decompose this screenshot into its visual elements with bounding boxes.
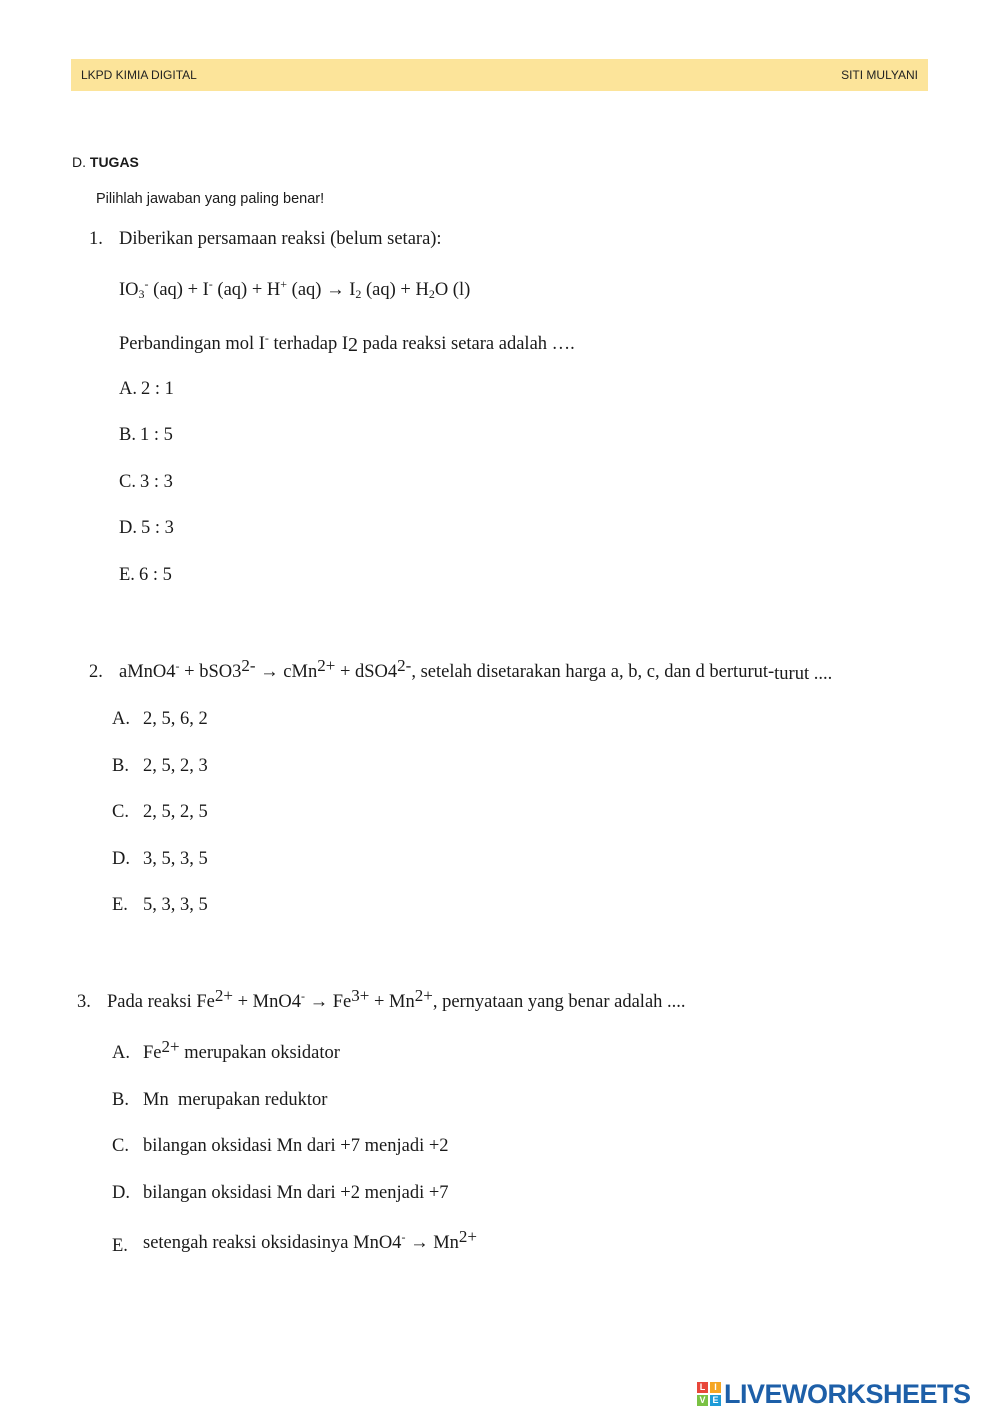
q-part: aMnO4: [119, 662, 176, 682]
q-sup: -: [175, 659, 180, 673]
eq-part: (aq) + H: [212, 280, 281, 300]
q3-option-e[interactable]: [112, 1227, 477, 1256]
q-sup: -: [300, 989, 305, 1003]
q-sup: 2+: [214, 986, 233, 1005]
ratio-part: terhadap I: [268, 334, 349, 354]
q-sup: 2+: [414, 986, 433, 1005]
q-sup: 2+: [317, 656, 336, 675]
eq-part: IO: [119, 280, 139, 300]
option-label: B.: [112, 1090, 129, 1110]
section-title: [72, 154, 139, 170]
header-left-label: LKPD KIMIA DIGITAL: [81, 68, 197, 82]
ratio-part: Perbandingan mol I: [119, 334, 265, 354]
instruction-text: Pilihlah jawaban yang paling benar!: [96, 191, 325, 207]
option-text: 2, 5, 6, 2: [143, 709, 208, 729]
eq-part: O (l): [434, 280, 471, 300]
q-part: turut ....: [774, 664, 833, 684]
q1-option-b[interactable]: [119, 425, 173, 446]
logo-icon: [697, 1382, 721, 1406]
option-label: E.: [112, 895, 128, 915]
option-sup: 2+: [458, 1227, 477, 1246]
eq-sub: 2: [355, 287, 362, 301]
q-part: , setelah disetarakan harga a, b, c, dan d berturut-: [411, 662, 775, 682]
ratio-part: pada reaksi setara adalah ….: [358, 334, 575, 354]
header-right-label: SITI MULYANI: [841, 68, 918, 82]
q2-option-c[interactable]: [112, 802, 208, 823]
option-label: E.: [119, 565, 135, 585]
question-number: 2.: [89, 662, 103, 682]
q-part: → Fe: [304, 992, 352, 1012]
logo-text: LIVEWORKSHEETS: [724, 1378, 971, 1409]
q-part: → cMn: [255, 662, 318, 682]
option-label: D.: [119, 518, 137, 538]
section-heading: TUGAS: [89, 154, 139, 170]
ratio-subscript: 2: [348, 334, 359, 356]
option-text: Fe: [143, 1043, 162, 1063]
eq-part: (aq) + H: [361, 280, 429, 300]
option-text: 2 : 1: [141, 379, 174, 399]
question-3-prompt: [77, 986, 686, 1013]
liveworksheets-logo: [697, 1379, 971, 1409]
q-sup: 2-: [241, 656, 256, 675]
eq-sub: 3: [138, 287, 145, 301]
eq-sup: -: [208, 277, 213, 291]
q-sup: 3+: [351, 986, 370, 1005]
q1-option-a[interactable]: [119, 379, 174, 400]
page-header: [71, 59, 928, 91]
eq-sub: 2: [428, 287, 435, 301]
option-text: 2, 5, 2, 3: [143, 756, 208, 776]
option-label: C.: [112, 802, 129, 822]
q2-option-b[interactable]: [112, 756, 208, 777]
q-part: + Mn: [369, 992, 415, 1012]
option-text: bilangan oksidasi Mn dari +7 menjadi +2: [143, 1136, 449, 1156]
option-text: 5 : 3: [141, 518, 174, 538]
q-part: + MnO4: [232, 992, 301, 1012]
question-number: 1.: [89, 229, 103, 249]
question-1-ratio-text: [119, 332, 575, 355]
question-1-prompt: [89, 229, 442, 250]
question-2-prompt: [89, 656, 833, 684]
q2-option-a[interactable]: [112, 709, 208, 730]
option-sup: 2+: [161, 1037, 180, 1056]
q-part: Pada reaksi Fe: [107, 992, 215, 1012]
q3-option-a[interactable]: [112, 1037, 340, 1064]
q2-option-e[interactable]: [112, 895, 208, 916]
option-text: setengah reaksi oksidasinya MnO4: [143, 1233, 402, 1253]
option-label: C.: [112, 1136, 129, 1156]
q-sup: 2-: [397, 656, 412, 675]
option-text: 3, 5, 3, 5: [143, 849, 208, 869]
option-label: D.: [112, 849, 130, 869]
option-label: A.: [112, 709, 130, 729]
eq-sup: -: [144, 277, 149, 291]
q3-option-c[interactable]: [112, 1136, 449, 1157]
option-text: 2, 5, 2, 5: [143, 802, 208, 822]
question-text: Diberikan persamaan reaksi (belum setara):: [119, 229, 442, 249]
option-text: merupakan oksidator: [179, 1043, 340, 1063]
logo-tile: V: [697, 1395, 708, 1406]
q1-option-d[interactable]: [119, 518, 174, 539]
option-text: → Mn: [405, 1233, 459, 1253]
option-text: bilangan oksidasi Mn dari +2 menjadi +7: [143, 1183, 449, 1203]
q-part: , pernyataan yang benar adalah ....: [432, 992, 686, 1012]
option-text: 3 : 3: [139, 472, 173, 492]
logo-tile: L: [697, 1382, 708, 1393]
q3-option-b[interactable]: [112, 1090, 327, 1111]
option-text: 5, 3, 3, 5: [143, 895, 208, 915]
section-letter: D.: [72, 154, 86, 170]
eq-sup: +: [280, 277, 288, 291]
ratio-sup: -: [264, 331, 269, 345]
option-sup: -: [401, 1230, 406, 1244]
option-label: A.: [119, 379, 137, 399]
option-label: B.: [112, 756, 129, 776]
option-label: A.: [112, 1043, 130, 1063]
option-label: E.: [112, 1236, 128, 1256]
option-label: B.: [119, 425, 136, 445]
q-part: + bSO3: [179, 662, 242, 682]
logo-tile: I: [710, 1382, 721, 1393]
option-text: 1 : 5: [139, 425, 173, 445]
option-label: D.: [112, 1183, 130, 1203]
question-1-equation: [119, 277, 471, 301]
q-part: + dSO4: [335, 662, 398, 682]
option-text: Mn merupakan reduktor: [143, 1090, 328, 1110]
option-label: C.: [119, 472, 136, 492]
q3-option-d[interactable]: [112, 1183, 449, 1204]
eq-part: (aq) → I: [287, 280, 356, 300]
eq-part: (aq) + I: [148, 280, 209, 300]
q1-option-c[interactable]: [119, 472, 173, 493]
logo-tile: E: [710, 1395, 721, 1406]
q2-option-d[interactable]: [112, 849, 208, 870]
question-number: 3.: [77, 992, 91, 1012]
option-text: 6 : 5: [138, 565, 172, 585]
q1-option-e[interactable]: [119, 565, 172, 586]
